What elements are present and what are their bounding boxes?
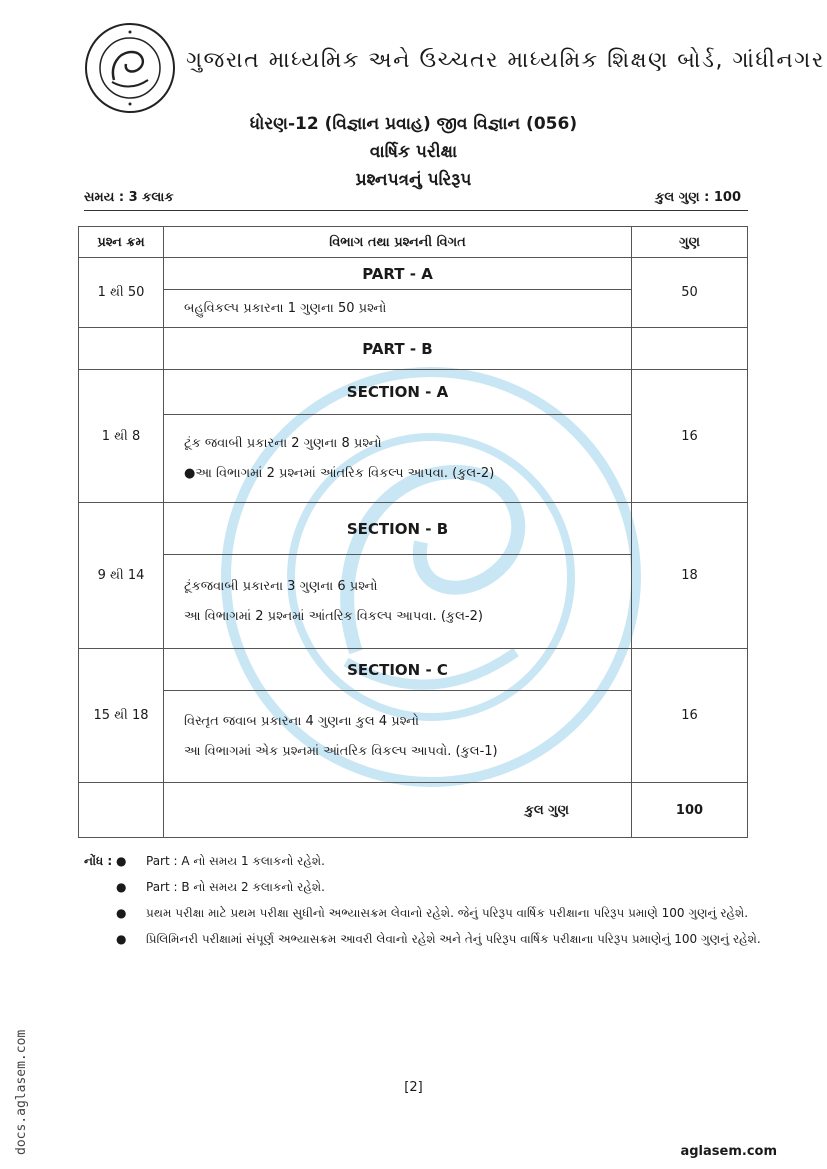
- col-description: વિભાગ તથા પ્રશ્નની વિગત: [164, 227, 632, 258]
- bullet-icon: ●: [116, 932, 127, 946]
- note-text: Part : A નો સમય 1 કલાકનો રહેશે.: [146, 854, 325, 868]
- part-a-desc: બહુવિકલ્પ પ્રકારના 1 ગુણના 50 પ્રશ્નો: [164, 290, 632, 328]
- note-text: પ્રિલિમિનરી પરીક્ષામાં સંપૂર્ણ અભ્યાસક્રમ આવરી લેવાનો રહેશે અને તેનું પરિરૂપ વાર્ષિક પરીક્ષાના પરિરૂપ પ્રમાણેનું 100 ગુણનું રહેશે.: [146, 932, 761, 946]
- empty-cell: [632, 328, 748, 370]
- pattern-table: [78, 226, 748, 838]
- part-a-heading: PART - A: [164, 258, 632, 290]
- section-b-desc: [164, 555, 632, 649]
- empty-cell: [79, 783, 164, 838]
- total-label: કુલ ગુણ: [164, 783, 632, 838]
- list-item: [84, 926, 764, 952]
- board-logo: [84, 22, 176, 114]
- list-item: [84, 900, 764, 926]
- exam-subject-line: ધોરણ-12 (વિજ્ઞાન પ્રવાહ) જીવ વિજ્ઞાન (056): [249, 114, 578, 134]
- paper-pattern-line: પ્રશ્નપત્રનું પરિરૂપ: [355, 170, 472, 190]
- part-a-marks: 50: [632, 258, 748, 328]
- table-row: [79, 783, 748, 838]
- empty-cell: [79, 328, 164, 370]
- header-divider: [84, 210, 748, 211]
- section-b-desc-line2: આ વિભાગમાં 2 પ્રશ્નમાં આંતરિક વિકલ્પ આપવા. (કુલ-2): [184, 608, 483, 624]
- section-c-desc-line1: વિસ્તૃત જવાબ પ્રકારના 4 ગુણના કુલ 4 પ્રશ્નો: [184, 713, 419, 729]
- section-a-range: 1 થી 8: [79, 370, 164, 503]
- table-row: [79, 503, 748, 555]
- note-text: Part : B નો સમય 2 કલાકનો રહેશે.: [146, 880, 325, 894]
- board-title: ગુજરાત માધ્યમિક અને ઉચ્ચતર માધ્યમિક શિક્ષણ બોર્ડ, ગાંધીનગર: [186, 48, 825, 73]
- note-text: પ્રથમ પરીક્ષા માટે પ્રથમ પરીક્ષા સુધીનો અભ્યાસક્રમ લેવાનો રહેશે. જેનું પરિરૂપ વાર્ષિક પરીક્ષાના પરિરૂપ પ્રમાણે 100 ગુણનું રહેશે.: [146, 906, 749, 920]
- list-item: [84, 874, 764, 900]
- section-c-range: 15 થી 18: [79, 649, 164, 783]
- table-row: [79, 370, 748, 415]
- bullet-icon: ●: [116, 854, 127, 868]
- site-credit: aglasem.com: [680, 1144, 777, 1159]
- col-question-no: પ્રશ્ન ક્રમ: [79, 227, 164, 258]
- section-a-desc: [164, 415, 632, 503]
- section-c-desc-line2: આ વિભાગમાં એક પ્રશ્નમાં આંતરિક વિકલ્પ આપવો. (કુલ-1): [184, 743, 498, 759]
- section-b-desc-line1: ટૂંકજવાબી પ્રકારના 3 ગુણના 6 પ્રશ્નો: [184, 578, 378, 594]
- notes-section: [84, 848, 764, 952]
- page-number: [2]: [404, 1080, 423, 1095]
- section-c-desc: [164, 691, 632, 783]
- notes-label: નોંધ :: [84, 854, 113, 868]
- bullet-icon: ●: [116, 880, 127, 894]
- total-value: 100: [632, 783, 748, 838]
- table-row: [79, 328, 748, 370]
- section-c-heading: SECTION - C: [164, 649, 632, 691]
- exam-time: સમય : 3 કલાક: [84, 190, 174, 205]
- side-watermark-text: docs.aglasem.com: [14, 1029, 29, 1155]
- list-item: [84, 848, 764, 874]
- col-marks: ગુણ: [632, 227, 748, 258]
- total-marks: કુલ ગુણ : 100: [655, 190, 741, 205]
- section-b-heading: SECTION - B: [164, 503, 632, 555]
- table-row: [79, 258, 748, 290]
- section-a-desc-line2: ●આ વિભાગમાં 2 પ્રશ્નમાં આંતરિક વિકલ્પ આપવા. (કુલ-2): [184, 465, 495, 481]
- section-b-marks: 18: [632, 503, 748, 649]
- part-a-range: 1 થી 50: [79, 258, 164, 328]
- part-b-heading: PART - B: [164, 328, 632, 370]
- section-a-heading: SECTION - A: [164, 370, 632, 415]
- section-c-marks: 16: [632, 649, 748, 783]
- section-a-desc-line1: ટૂંક જવાબી પ્રકારના 2 ગુણના 8 પ્રશ્નો: [184, 435, 382, 451]
- section-a-marks: 16: [632, 370, 748, 503]
- section-b-range: 9 થી 14: [79, 503, 164, 649]
- bullet-icon: ●: [116, 906, 127, 920]
- table-row: [79, 649, 748, 691]
- exam-type-line: વાર્ષિક પરીક્ષા: [369, 142, 458, 162]
- table-header-row: [79, 227, 748, 258]
